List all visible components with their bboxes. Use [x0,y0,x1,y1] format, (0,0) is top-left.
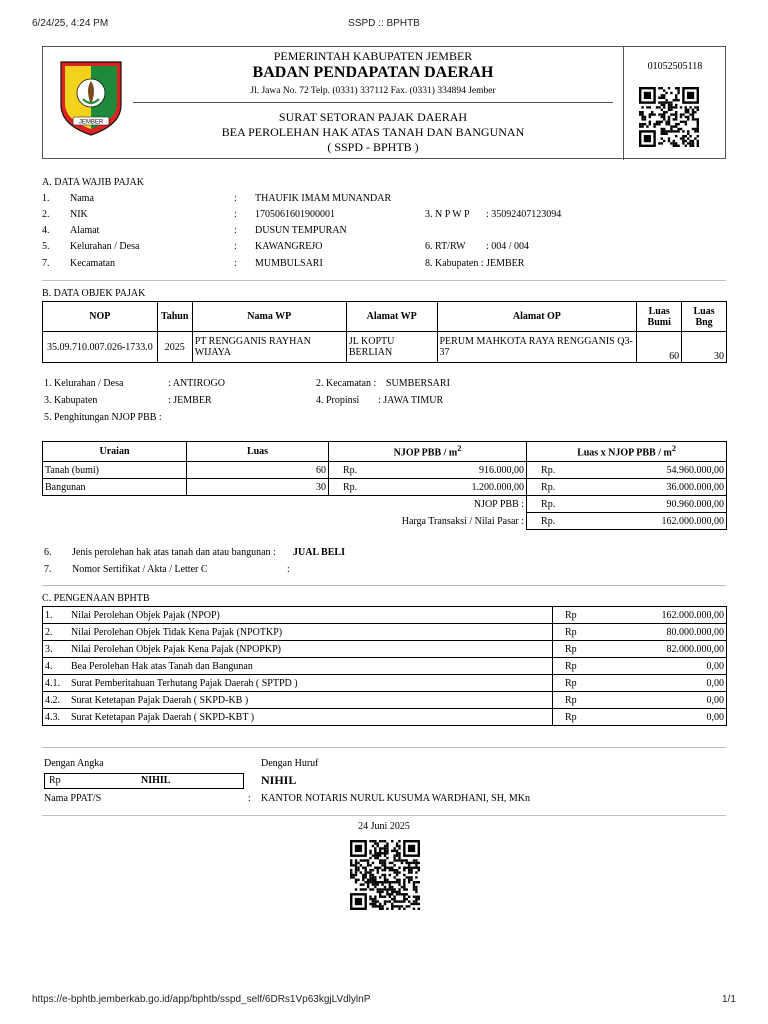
harga-label: Harga Transaksi / Nilai Pasar : [43,513,527,530]
uraian-cell: Tanah (bumi) [43,462,187,479]
harga-value: 162.000.000,00 [569,513,726,530]
document-header [42,46,726,159]
nik-value: 1705061601900001 [255,209,335,220]
rp-cell: Rp [553,675,606,692]
sertifikat-sep: : [287,564,290,575]
alamat-op-cell: PERUM MAHKOTA RAYA RENGGANIS Q3-37 [437,332,637,363]
op-propinsi-value: : JAWA TIMUR [378,395,444,406]
table-row [43,641,727,658]
luas-bng-cell: 30 [682,332,727,363]
pengenaan-label [43,624,553,641]
tahun-cell: 2025 [157,332,192,363]
op-kecamatan-label: 2. Kecamatan : [316,378,377,389]
op-kelurahan-value: : ANTIROGO [168,378,225,389]
row-label: Surat Pemberitahuan Terhutang Pajak Daerah ( SPTPD ) [71,677,298,689]
row-no: 4.1. [45,677,60,689]
kelurahan-label: Kelurahan / Desa [70,241,140,252]
jenis-no: 6. [44,547,52,558]
col-nop: NOP [43,302,158,332]
row-no: 2. [45,626,53,638]
row-no: 2. [42,209,50,220]
angka-value: NIHIL [141,775,171,786]
jenis-value: JUAL BELI [293,547,345,558]
pengenaan-value: 82.000.000,00 [605,641,727,658]
pengenaan-label [43,692,553,709]
pengenaan-value: 80.000.000,00 [605,624,727,641]
nama-label: Nama [70,193,94,204]
rp-cell: Rp [553,709,606,726]
header-qr-code [639,87,699,147]
col-alamat-op: Alamat OP [437,302,637,332]
pengenaan-value: 0,00 [605,692,727,709]
objek-pajak-table [42,301,727,363]
rp-cell: Rp. [527,496,570,513]
rp-cell: Rp. [527,479,570,496]
rp-cell: Rp [553,692,606,709]
row-no: 4.3. [45,711,60,723]
ppat-sep: : [248,793,251,804]
gov-name: PEMERINTAH KABUPATEN JEMBER [273,49,473,63]
ppat-label: Nama PPAT/S [44,793,102,804]
rtrw-label: 6. RT/RW [425,241,466,252]
rp-cell: Rp [553,658,606,675]
njop-cell: 916.000,00 [371,462,527,479]
col-total: Luas x NJOP PBB / $m^2$ [527,442,727,462]
pengenaan-label [43,675,553,692]
alamat-wp-cell: JL KOPTU BERLIAN [346,332,437,363]
document-date: 24 Juni 2025 [358,821,410,832]
jember-logo [57,59,125,137]
op-kelurahan-label: 1. Kelurahan / Desa [44,378,124,389]
angka-label: Dengan Angka [44,758,104,769]
logo-text: JEMBER [78,119,104,126]
angka-box [44,773,244,789]
huruf-label: Dengan Huruf [261,758,319,769]
pengenaan-label [43,709,553,726]
jenis-label: Jenis perolehan hak atas tanah dan atau bangunan : [72,547,276,558]
print-url: https://e-bphtb.jemberkab.go.id/app/bphtb/sspd_self/6DRs1Vp63kgjLVdlylnP [32,994,371,1005]
col-alamat-wp: Alamat WP [346,302,437,332]
sep: : [234,225,237,236]
angka-rp: Rp [49,775,61,786]
row-label: Nilai Perolehan Objek Tidak Kena Pajak (NPOTKP) [71,626,283,638]
rp-cell: Rp. [329,462,372,479]
table-row [43,692,727,709]
doc-title-1: SURAT SETORAN PAJAK DAERAH [278,110,468,124]
row-label: Surat Ketetapan Pajak Daerah ( SKPD-KB ) [71,694,249,706]
sep: : [234,193,237,204]
kabupaten-label: 8. Kabupaten : JEMBER [425,258,525,269]
sertifikat-no: 7. [44,564,52,575]
op-kabupaten-value: : JEMBER [168,395,212,406]
huruf-value: NIHIL [261,773,297,787]
kelurahan-value: KAWANGREJO [255,241,323,252]
row-no: 4. [45,660,53,672]
row-no: 1. [45,609,53,621]
nama-wp-cell: PT RENGGANIS RAYHAN WIJAYA [192,332,346,363]
print-tab-title: SSPD :: BPHTB [348,18,420,29]
col-tahun: Tahun [157,302,192,332]
doc-title-2: BEA PEROLEHAN HAK ATAS TANAH DAN BANGUNAN [221,125,525,139]
col-luas: Luas [187,442,329,462]
table-row [43,709,727,726]
njop-sum-value: 90.960.000,00 [569,496,726,513]
rp-cell: Rp [553,607,606,624]
njop-sum-label: NJOP PBB : [43,496,527,513]
row-no: 1. [42,193,50,204]
total-cell: 36.000.000,00 [569,479,726,496]
luas-bumi-cell: 60 [637,332,682,363]
row-no: 7. [42,258,50,269]
alamat-label: Alamat [70,225,100,236]
row-label: Bea Perolehan Hak atas Tanah dan Bangunan [71,660,253,672]
op-propinsi-label: 4. Propinsi [316,395,360,406]
section-c-title: C. PENGENAAN BPHTB [42,593,150,604]
print-datetime: 6/24/25, 4:24 PM [32,18,109,29]
agency-address: Jl. Jawa No. 72 Telp. (0331) 337112 Fax. (0331) 334894 Jember [250,86,496,96]
col-njop: NJOP PBB / $m^2$ [329,442,527,462]
print-page-count: 1/1 [722,994,736,1005]
total-cell: 54.960.000,00 [569,462,726,479]
njop-sum-row [43,496,727,513]
harga-row [43,513,727,530]
pengenaan-value: 0,00 [605,658,727,675]
pengenaan-value: 0,00 [605,709,727,726]
col-uraian: Uraian [43,442,187,462]
doc-number: 01052505118 [647,61,703,72]
row-no: 3. [45,643,53,655]
sertifikat-label: Nomor Sertifikat / Akta / Letter C [72,564,208,575]
table-row [43,675,727,692]
kecamatan-label: Kecamatan [70,258,115,269]
npwp-label: 3. N P W P [425,209,470,220]
agency-name: BADAN PENDAPATAN DAERAH [252,64,494,81]
rp-cell: Rp. [527,462,570,479]
op-kabupaten-label: 3. Kabupaten [44,395,98,406]
njop-title: 5. Penghitungan NJOP PBB : [44,412,162,423]
njop-cell: 1.200.000,00 [371,479,527,496]
nop-cell: 35.09.710.007.026-1733.0 [43,332,158,363]
sep: : [234,209,237,220]
pengenaan-value: 162.000.000,00 [605,607,727,624]
luas-cell: 60 [187,462,329,479]
nik-label: NIK [70,209,88,220]
rp-cell: Rp [553,624,606,641]
pengenaan-value: 0,00 [605,675,727,692]
rtrw-value: : 004 / 004 [486,241,530,252]
row-no: 4.2. [45,694,60,706]
njop-table [42,441,727,530]
section-b-title: B. DATA OBJEK PAJAK [42,288,146,299]
alamat-value: DUSUN TEMPURAN [255,225,347,236]
footer-qr-code [350,840,420,912]
table-row [43,624,727,641]
pengenaan-label [43,607,553,624]
doc-title-3: ( SSPD - BPHTB ) [327,140,419,154]
pengenaan-table [42,606,727,726]
rp-cell: Rp. [329,479,372,496]
pengenaan-label [43,641,553,658]
table-row [43,607,727,624]
ppat-value: KANTOR NOTARIS NURUL KUSUMA WARDHANI, SH, MKn [261,793,531,804]
row-no: 5. [42,241,50,252]
row-label: Surat Ketetapan Pajak Daerah ( SKPD-KBT ) [71,711,255,723]
col-luas-bumi: Luas Bumi [637,302,682,332]
table-row [43,479,727,496]
luas-cell: 30 [187,479,329,496]
row-no: 4. [42,225,50,236]
table-row [43,658,727,675]
sep: : [234,258,237,269]
nama-value: THAUFIK IMAM MUNANDAR [255,193,392,204]
kecamatan-value: MUMBULSARI [255,258,323,269]
row-label: Nilai Perolehan Objek Pajak (NPOP) [71,609,220,621]
op-kecamatan-value: SUMBERSARI [386,378,450,389]
col-luas-bng: Luas Bng [682,302,727,332]
uraian-cell: Bangunan [43,479,187,496]
section-a-title: A. DATA WAJIB PAJAK [42,177,144,188]
rp-cell: Rp [553,641,606,658]
col-nama-wp: Nama WP [192,302,346,332]
row-label: Nilai Perolehan Objek Pajak Kena Pajak (NPOPKP) [71,643,281,655]
pengenaan-label [43,658,553,675]
rp-cell: Rp. [527,513,570,530]
table-row [43,332,727,363]
table-row [43,462,727,479]
npwp-value: : 35092407123094 [486,209,562,220]
sep: : [234,241,237,252]
